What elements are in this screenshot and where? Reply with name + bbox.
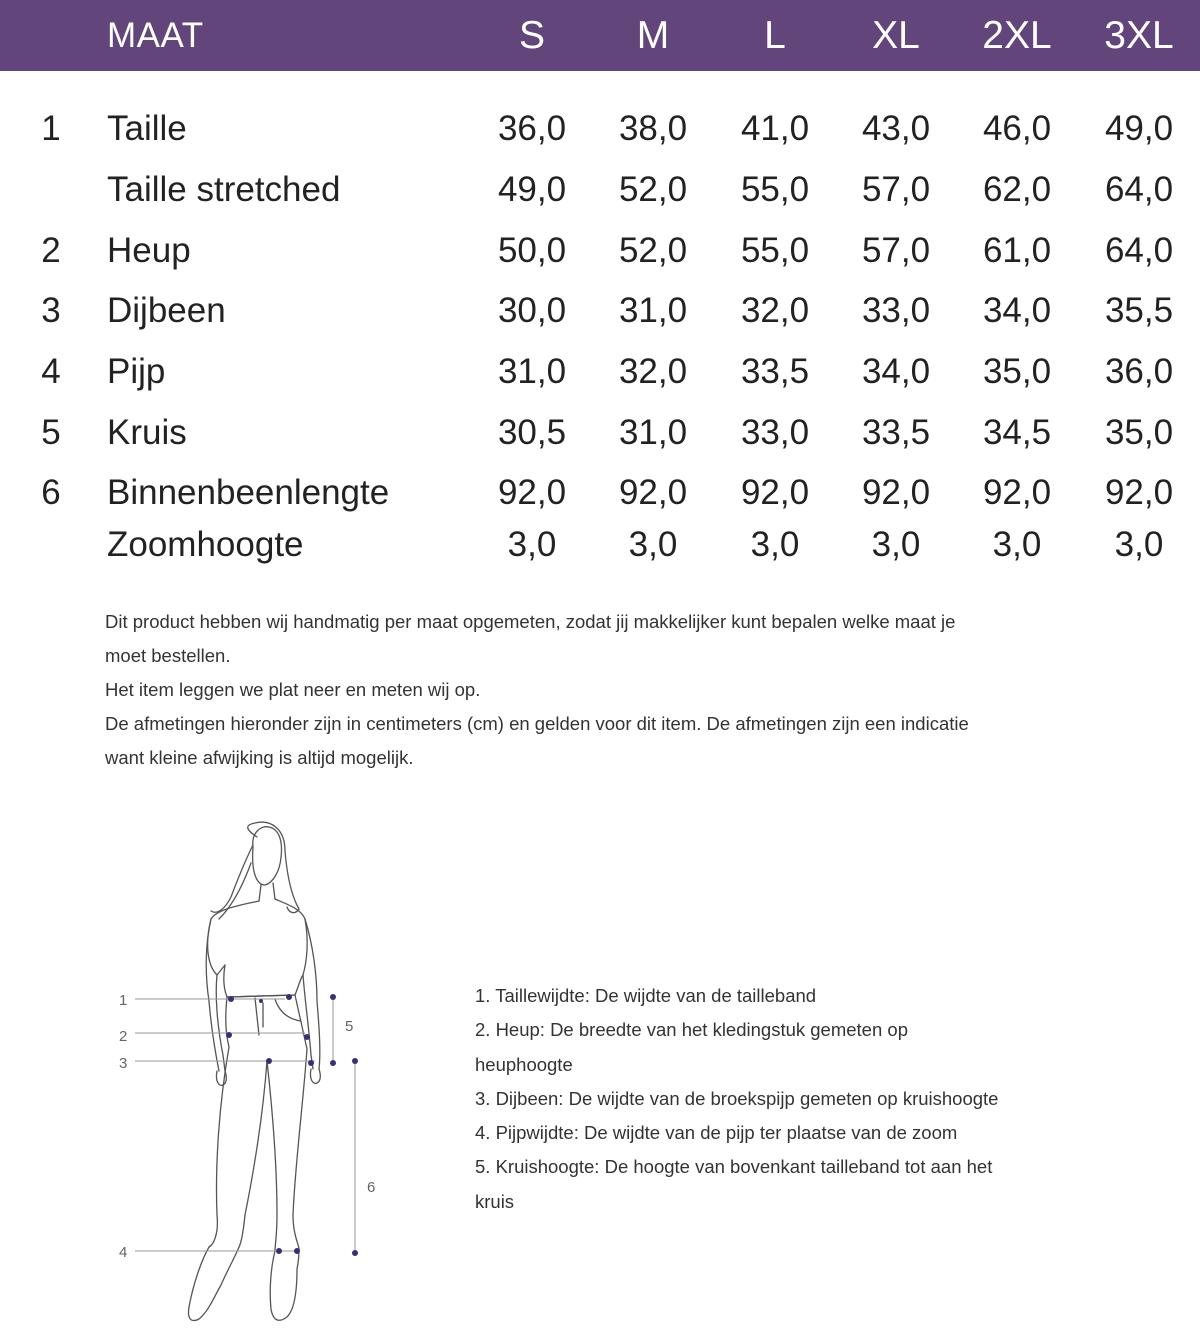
cell-2xl: 46,0 xyxy=(982,109,1052,148)
row-label: Taille xyxy=(107,109,187,148)
cell-l: 3,0 xyxy=(750,525,800,564)
notes-line: Dit product hebben wij handmatig per maat opgemeten, zodat jij makkelijker kunt bepalen welke maat je xyxy=(105,611,956,632)
cell-xl: 43,0 xyxy=(861,109,931,148)
cell-xl: 92,0 xyxy=(861,473,931,512)
marker-label-1: 1 xyxy=(119,992,128,1009)
table-row-taille-stretched xyxy=(0,162,1200,218)
cell-s: 50,0 xyxy=(497,231,567,270)
size-header-3xl: 3XL xyxy=(1104,14,1174,57)
row-number: 4 xyxy=(41,352,61,391)
size-header-s: S xyxy=(518,14,545,57)
table-row-zoomhoogte xyxy=(0,517,1200,573)
marker-label-6: 6 xyxy=(367,1179,376,1196)
cell-m: 32,0 xyxy=(618,352,688,391)
table-row-kruis xyxy=(0,405,1200,461)
table-row-pijp xyxy=(0,344,1200,400)
cell-3xl: 36,0 xyxy=(1104,352,1174,391)
cell-xl: 57,0 xyxy=(861,231,931,270)
size-header-label: MAAT xyxy=(107,16,204,55)
table-row-taille xyxy=(0,101,1200,157)
cell-xl: 3,0 xyxy=(871,525,921,564)
row-label: Taille stretched xyxy=(107,170,341,209)
cell-m: 52,0 xyxy=(618,231,688,270)
cell-m: 38,0 xyxy=(618,109,688,148)
row-label: Heup xyxy=(107,231,191,270)
row-number: 1 xyxy=(41,109,61,148)
size-header-l: L xyxy=(764,14,786,57)
row-label: Kruis xyxy=(107,413,187,452)
measurement-notes xyxy=(105,605,1085,775)
cell-3xl: 92,0 xyxy=(1104,473,1174,512)
legend-line: 1. Taillewijdte: De wijdte van de tailleband xyxy=(475,985,817,1006)
cell-2xl: 62,0 xyxy=(982,170,1052,209)
size-header-xl: XL xyxy=(872,14,920,57)
notes-line: De afmetingen hieronder zijn in centimeters (cm) en gelden voor dit item. De afmetingen zijn een indicatie xyxy=(105,713,969,734)
marker-label-4: 4 xyxy=(119,1244,128,1261)
size-header-m: M xyxy=(636,14,670,57)
cell-3xl: 64,0 xyxy=(1104,231,1174,270)
row-number: 2 xyxy=(41,231,61,270)
legend-line: 4. Pijpwijdte: De wijdte van de pijp ter plaatse van de zoom xyxy=(475,1122,958,1144)
notes-line: moet bestellen. xyxy=(105,645,231,666)
table-row-binnenbeenlengte xyxy=(0,465,1200,521)
cell-2xl: 35,0 xyxy=(982,352,1052,391)
legend-line: heuphoogte xyxy=(475,1053,573,1075)
cell-xl: 33,5 xyxy=(861,413,931,452)
measurement-figure xyxy=(105,815,395,1335)
cell-3xl: 35,0 xyxy=(1104,413,1174,452)
row-label: Dijbeen xyxy=(107,291,226,330)
cell-xl: 34,0 xyxy=(861,352,931,391)
cell-s: 30,0 xyxy=(497,291,567,330)
cell-l: 41,0 xyxy=(740,109,810,148)
cell-2xl: 34,5 xyxy=(982,413,1052,452)
marker-label-2: 2 xyxy=(119,1028,128,1045)
cell-m: 31,0 xyxy=(618,291,688,330)
row-number: 3 xyxy=(41,291,61,330)
row-label: Binnenbeenlengte xyxy=(107,473,390,512)
row-number xyxy=(38,517,64,573)
cell-3xl: 35,5 xyxy=(1104,291,1174,330)
row-label: Zoomhoogte xyxy=(107,525,304,564)
marker-label-5: 5 xyxy=(345,1018,354,1035)
cell-s: 92,0 xyxy=(497,473,567,512)
marker-label-3: 3 xyxy=(119,1055,128,1072)
cell-l: 33,5 xyxy=(740,352,810,391)
cell-s: 30,5 xyxy=(497,413,567,452)
notes-line: want kleine afwijking is altijd mogelijk. xyxy=(105,747,414,768)
cell-m: 3,0 xyxy=(628,525,678,564)
size-header-bar xyxy=(0,0,1200,71)
cell-3xl: 64,0 xyxy=(1104,170,1174,209)
table-row-heup xyxy=(0,223,1200,279)
cell-l: 33,0 xyxy=(740,413,810,452)
row-number: 6 xyxy=(41,473,61,512)
cell-m: 31,0 xyxy=(618,413,688,452)
legend-line: 3. Dijbeen: De wijdte van de broekspijp gemeten op kruishoogte xyxy=(475,1087,999,1109)
measurement-legend xyxy=(475,979,1075,1219)
cell-l: 92,0 xyxy=(740,473,810,512)
cell-2xl: 92,0 xyxy=(982,473,1052,512)
table-row-dijbeen xyxy=(0,283,1200,339)
legend-line: kruis xyxy=(475,1190,515,1212)
cell-s: 3,0 xyxy=(507,525,557,564)
row-number: 5 xyxy=(41,413,61,452)
cell-m: 52,0 xyxy=(618,170,688,209)
size-header-2xl: 2XL xyxy=(982,14,1052,57)
woman-sketch-illustration xyxy=(105,815,395,1335)
cell-l: 55,0 xyxy=(740,170,810,209)
notes-line: Het item leggen we plat neer en meten wij op. xyxy=(105,679,481,700)
cell-2xl: 61,0 xyxy=(982,231,1052,270)
legend-line: 5. Kruishoogte: De hoogte van bovenkant tailleband tot aan het xyxy=(475,1156,993,1178)
cell-m: 92,0 xyxy=(618,473,688,512)
cell-3xl: 49,0 xyxy=(1104,109,1174,148)
cell-s: 49,0 xyxy=(497,170,567,209)
cell-xl: 33,0 xyxy=(861,291,931,330)
cell-l: 55,0 xyxy=(740,231,810,270)
cell-2xl: 34,0 xyxy=(982,291,1052,330)
cell-3xl: 3,0 xyxy=(1114,525,1164,564)
cell-l: 32,0 xyxy=(740,291,810,330)
cell-s: 31,0 xyxy=(497,352,567,391)
cell-s: 36,0 xyxy=(497,109,567,148)
row-number xyxy=(38,162,64,218)
cell-2xl: 3,0 xyxy=(992,525,1042,564)
row-label: Pijp xyxy=(107,352,166,391)
cell-xl: 57,0 xyxy=(861,170,931,209)
legend-line: 2. Heup: De breedte van het kledingstuk gemeten op xyxy=(475,1019,908,1041)
